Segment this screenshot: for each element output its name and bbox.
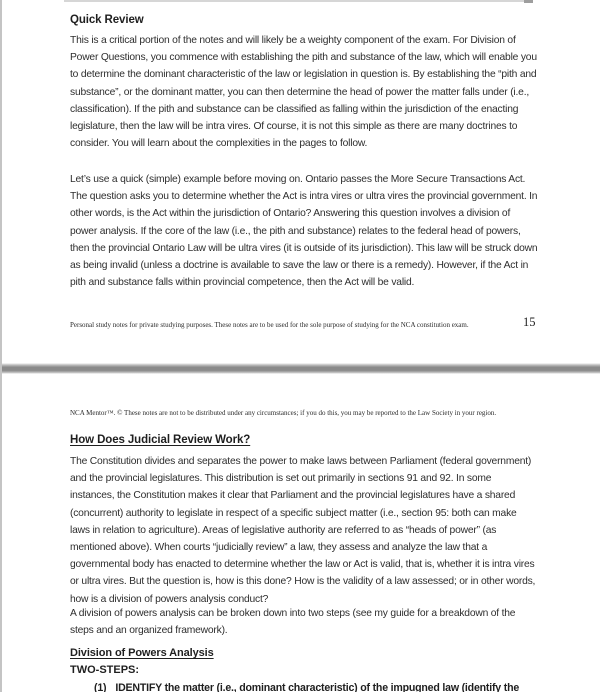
- page-top-rule: [64, 0, 532, 2]
- page-top-rule-tip: [524, 0, 533, 3]
- header-disclaimer: NCA Mentor™. © These notes are not to be distributed under any circumstances; if you do this, you may be reported to the Law Society in your region.: [70, 409, 497, 417]
- step-item-1: [94, 681, 538, 692]
- steps-label: TWO-STEPS:: [70, 664, 140, 676]
- step-number: (1): [94, 682, 107, 692]
- viewport-left-edge: [0, 0, 2, 692]
- paragraph: Let’s use a quick (simple) example before moving on. Ontario passes the More Secure Transactions Act. The question asks you to determine whether the Act is intra vires or ultra vires the provincial government. In other words, is the Act within the jurisdiction of Ontario? Answering this question involves a division of power analysis. If the core of the law (i.e., the pith and substance) relates to the federal head of powers, then the provincial Ontario Law will be ultra vires (it is outside of its jurisdiction). This law will be struck down as being invalid (unless a doctrine is available to save the law or there is a remedy). However, if the Act in pith and substance falls within provincial competence, then the Act will be valid.: [70, 174, 538, 289]
- page-number: 15: [523, 315, 536, 329]
- step-text: IDENTIFY the matter (i.e., dominant characteristic) of the impugned law (identify the: [115, 682, 520, 692]
- page-separator: [0, 363, 600, 374]
- section-heading-quick-review: Quick Review: [70, 14, 144, 26]
- section-heading-division-of-powers: Division of Powers Analysis: [70, 647, 214, 659]
- section-heading-judicial-review: How Does Judicial Review Work?: [70, 434, 251, 446]
- paragraph: The Constitution divides and separates the power to make laws between Parliament (federal government) and the provincial legislatures. This distribution is set out primarily in sections 91 and 92. In some instances, the Constitution makes it clear that Parliament and the provincial legislatures have a shared (concurrent) authority to legislate in respect of a specific subject matter (i.e., section 95: both can make laws in relation to agriculture). Areas of legislative authority are referred to as “heads of power” (as mentioned above). When courts “judicially review” a law, they assess and analyze the law that a governmental body has enacted to determine whether the law or Act is valid, that is, whether it is intra vires or ultra vires. But the question is, how is this done? How is the validity of a law assessed; or in other words, how is a division of powers analysis conduct?: [70, 456, 536, 605]
- paragraph: This is a critical portion of the notes and will likely be a weighty component of the exam. For Division of Power Questions, you commence with establishing the pith and substance of the law, which will enable you to determine the dominant characteristic of the law or legislation in question is. By establishing the “pith and substance”, or the dominant matter, you can then determine the head of power the matter falls under (i.e., classification). If the pith and substance can be classified as falling within the jurisdiction of the enacting legislature, then the law will be intra vires. Of course, it is not this simple as there are many doctrines to consider. You will learn about the complexities in the pages to follow.: [70, 35, 537, 150]
- paragraph: A division of powers analysis can be broken down into two steps (see my guide for a breakdown of the steps and an organized framework).: [70, 608, 516, 637]
- footer-disclaimer: Personal study notes for private studying purposes. These notes are to be used for the sole purpose of studying for the NCA constitution exam.: [70, 321, 469, 329]
